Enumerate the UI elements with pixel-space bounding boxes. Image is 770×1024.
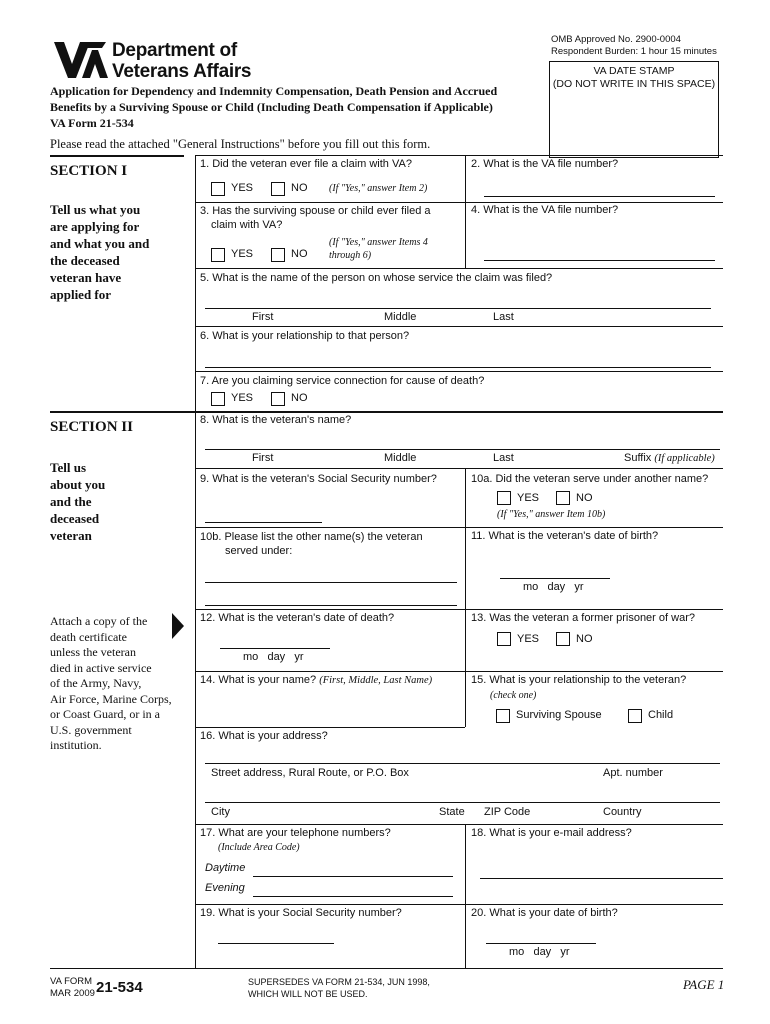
rule-q7 (195, 371, 723, 372)
q9-veteran-ssn-field[interactable] (205, 522, 322, 523)
q10b-other-names-field-2[interactable] (205, 605, 457, 606)
q12-veteran-dod-field[interactable] (220, 648, 330, 649)
q16-apt-caption: Apt. number (603, 767, 663, 779)
section2-title: SECTION II (50, 419, 133, 435)
rule-q12 (195, 609, 723, 610)
q12-label: 12. What is the veteran's date of death? (200, 612, 395, 624)
instructions-text: Please read the attached "General Instructions" before you fill out this form. (50, 137, 431, 151)
rule-section1 (50, 155, 184, 157)
section1-description: Tell us what you are applying for and what you and the deceased veteran have applied for (50, 202, 150, 302)
q1-label: 1. Did the veteran ever file a claim with VA? (200, 158, 412, 170)
rule-top (195, 155, 723, 156)
section2-description: Tell us about you and the deceased veteran (50, 460, 106, 543)
q15-child-checkbox[interactable] (628, 709, 642, 723)
rule-section2 (50, 411, 723, 413)
q7-no-label: NO (291, 392, 308, 404)
q5-last-caption: Last (493, 311, 514, 323)
q3-note: (If "Yes," answer Items 4 through 6) (329, 237, 428, 261)
q15-note: (check one) (490, 690, 537, 701)
q16-city-caption: City (211, 806, 230, 818)
q18-email-field[interactable] (480, 878, 723, 879)
q15-surviving-spouse-label: Surviving Spouse (516, 709, 602, 721)
q17-evening-caption: Evening (205, 882, 245, 894)
arrow-right-icon (172, 613, 184, 639)
q11-veteran-dob-field[interactable] (500, 578, 610, 579)
attach-death-certificate-note: Attach a copy of the death certificate unless the veteran died in active service of the Army, Navy, Air Force, Marine Corps, or Coast Guard, or in a U.S. government institution. (50, 614, 172, 752)
form-number: VA Form 21-534 (50, 116, 134, 130)
q13-yes-checkbox[interactable] (497, 632, 511, 646)
q12-date-caption: mo day yr (243, 651, 304, 663)
q3-label: 3. Has the surviving spouse or child ever filed a claim with VA? (200, 205, 431, 231)
rule-q9 (195, 468, 723, 469)
q4-va-file-number-field[interactable] (484, 260, 715, 261)
rule-q6 (195, 326, 723, 327)
q1-yes-checkbox[interactable] (211, 182, 225, 196)
q17-evening-phone-field[interactable] (253, 896, 453, 897)
form-title-line2: Benefits by a Surviving Spouse or Child (Including Death Compensation if Applicable) (50, 100, 493, 114)
q17-label: 17. What are your telephone numbers? (200, 827, 391, 839)
q20-date-caption: mo day yr (509, 946, 570, 958)
q5-label: 5. What is the name of the person on whose service the claim was filed? (200, 272, 553, 284)
q13-yes-label: YES (517, 633, 540, 645)
q16-street-caption: Street address, Rural Route, or P.O. Box (211, 767, 409, 779)
q10a-note: (If "Yes," answer Item 10b) (497, 509, 606, 520)
rule-q16 (195, 727, 465, 728)
rule-mid-q17-q20 (465, 824, 466, 968)
q10a-no-label: NO (576, 492, 593, 504)
q17-daytime-phone-field[interactable] (253, 876, 453, 877)
q3-yes-label: YES (231, 248, 254, 260)
q3-yes-checkbox[interactable] (211, 248, 225, 262)
q3-no-label: NO (291, 248, 308, 260)
va-seal-logo (52, 40, 108, 80)
q20-dob-field[interactable] (486, 943, 596, 944)
q3-no-checkbox[interactable] (271, 248, 285, 262)
q2-va-file-number-field[interactable] (484, 196, 715, 197)
q14-label: 14. What is your name? (First, Middle, Last Name) (200, 674, 433, 686)
q17-note: (Include Area Code) (218, 842, 300, 853)
q10a-no-checkbox[interactable] (556, 491, 570, 505)
footer-form-label: VA FORM (50, 976, 93, 987)
agency-name-line2: Veterans Affairs (112, 61, 252, 82)
q13-no-label: NO (576, 633, 593, 645)
q16-country-caption: Country (603, 806, 642, 818)
q16-street-field[interactable] (205, 763, 720, 764)
q10a-label: 10a. Did the veteran serve under another name? (471, 473, 709, 485)
q9-label: 9. What is the veteran's Social Security number? (200, 473, 437, 485)
q5-name-field[interactable] (205, 308, 711, 309)
footer-form-date: MAR 2009 (50, 988, 95, 999)
q13-no-checkbox[interactable] (556, 632, 570, 646)
q10b-other-names-field-1[interactable] (205, 582, 457, 583)
form-title-line1: Application for Dependency and Indemnity Compensation, Death Pension and Accrued (50, 84, 498, 98)
q7-label: 7. Are you claiming service connection for cause of death? (200, 375, 485, 387)
rule-bottom (50, 968, 723, 969)
q1-yes-label: YES (231, 182, 254, 194)
agency-name-line1: Department of (112, 40, 237, 61)
date-stamp-note: (DO NOT WRITE IN THIS SPACE) (552, 78, 716, 90)
q1-no-checkbox[interactable] (271, 182, 285, 196)
footer-page-number: PAGE 1 (683, 977, 725, 992)
q16-city-field[interactable] (205, 802, 720, 803)
q1-no-label: NO (291, 182, 308, 194)
q16-zip-caption: ZIP Code (484, 806, 531, 818)
q7-no-checkbox[interactable] (271, 392, 285, 406)
q11-date-caption: mo day yr (523, 581, 584, 593)
q18-label: 18. What is your e-mail address? (471, 827, 632, 839)
date-stamp-box (549, 61, 719, 158)
footer-form-number: 21-534 (96, 979, 143, 996)
q8-veteran-name-field[interactable] (205, 449, 720, 450)
rule-left-column (195, 155, 196, 968)
rule-q14 (195, 671, 723, 672)
q10b-label: 10b. Please list the other name(s) the veteran served under: (200, 531, 423, 557)
q8-middle-caption: Middle (384, 452, 417, 464)
q19-label: 19. What is your Social Security number? (200, 907, 402, 919)
q15-surviving-spouse-checkbox[interactable] (496, 709, 510, 723)
q2-label: 2. What is the VA file number? (471, 158, 619, 170)
omb-number: OMB Approved No. 2900-0004 (551, 34, 681, 45)
q8-first-caption: First (252, 452, 274, 464)
q15-child-label: Child (648, 709, 674, 721)
q5-first-caption: First (252, 311, 274, 323)
q13-label: 13. Was the veteran a former prisoner of war? (471, 612, 695, 624)
q16-state-caption: State (439, 806, 465, 818)
q8-suffix-caption: Suffix (If applicable) (624, 452, 715, 464)
q4-label: 4. What is the VA file number? (471, 204, 619, 216)
rule-mid-q1-q4 (465, 155, 466, 268)
q10a-yes-checkbox[interactable] (497, 491, 511, 505)
rule-q10b (195, 527, 723, 528)
q17-daytime-caption: Daytime (205, 862, 246, 874)
q7-yes-checkbox[interactable] (211, 392, 225, 406)
q5-middle-caption: Middle (384, 311, 417, 323)
rule-q17 (195, 824, 723, 825)
rule-q3 (195, 202, 723, 203)
footer-supersedes: SUPERSEDES VA FORM 21-534, JUN 1998, WHICH WILL NOT BE USED. (248, 977, 430, 999)
section1-title: SECTION I (50, 163, 128, 179)
q6-relationship-field[interactable] (205, 367, 711, 368)
q8-last-caption: Last (493, 452, 514, 464)
q11-label: 11. What is the veteran's date of birth? (471, 530, 659, 542)
q20-label: 20. What is your date of birth? (471, 907, 618, 919)
rule-q19 (195, 904, 723, 905)
q7-yes-label: YES (231, 392, 254, 404)
respondent-burden: Respondent Burden: 1 hour 15 minutes (551, 46, 717, 57)
rule-mid-q9-q15 (465, 468, 466, 727)
q8-label: 8. What is the veteran's name? (200, 414, 352, 426)
rule-q5 (195, 268, 723, 269)
q6-label: 6. What is your relationship to that person? (200, 330, 410, 342)
q19-ssn-field[interactable] (218, 943, 334, 944)
q16-label: 16. What is your address? (200, 730, 328, 742)
q10a-yes-label: YES (517, 492, 540, 504)
q15-label: 15. What is your relationship to the veteran? (471, 674, 687, 686)
q1-note: (If "Yes," answer Item 2) (329, 183, 428, 194)
date-stamp-title: VA DATE STAMP (593, 65, 675, 77)
